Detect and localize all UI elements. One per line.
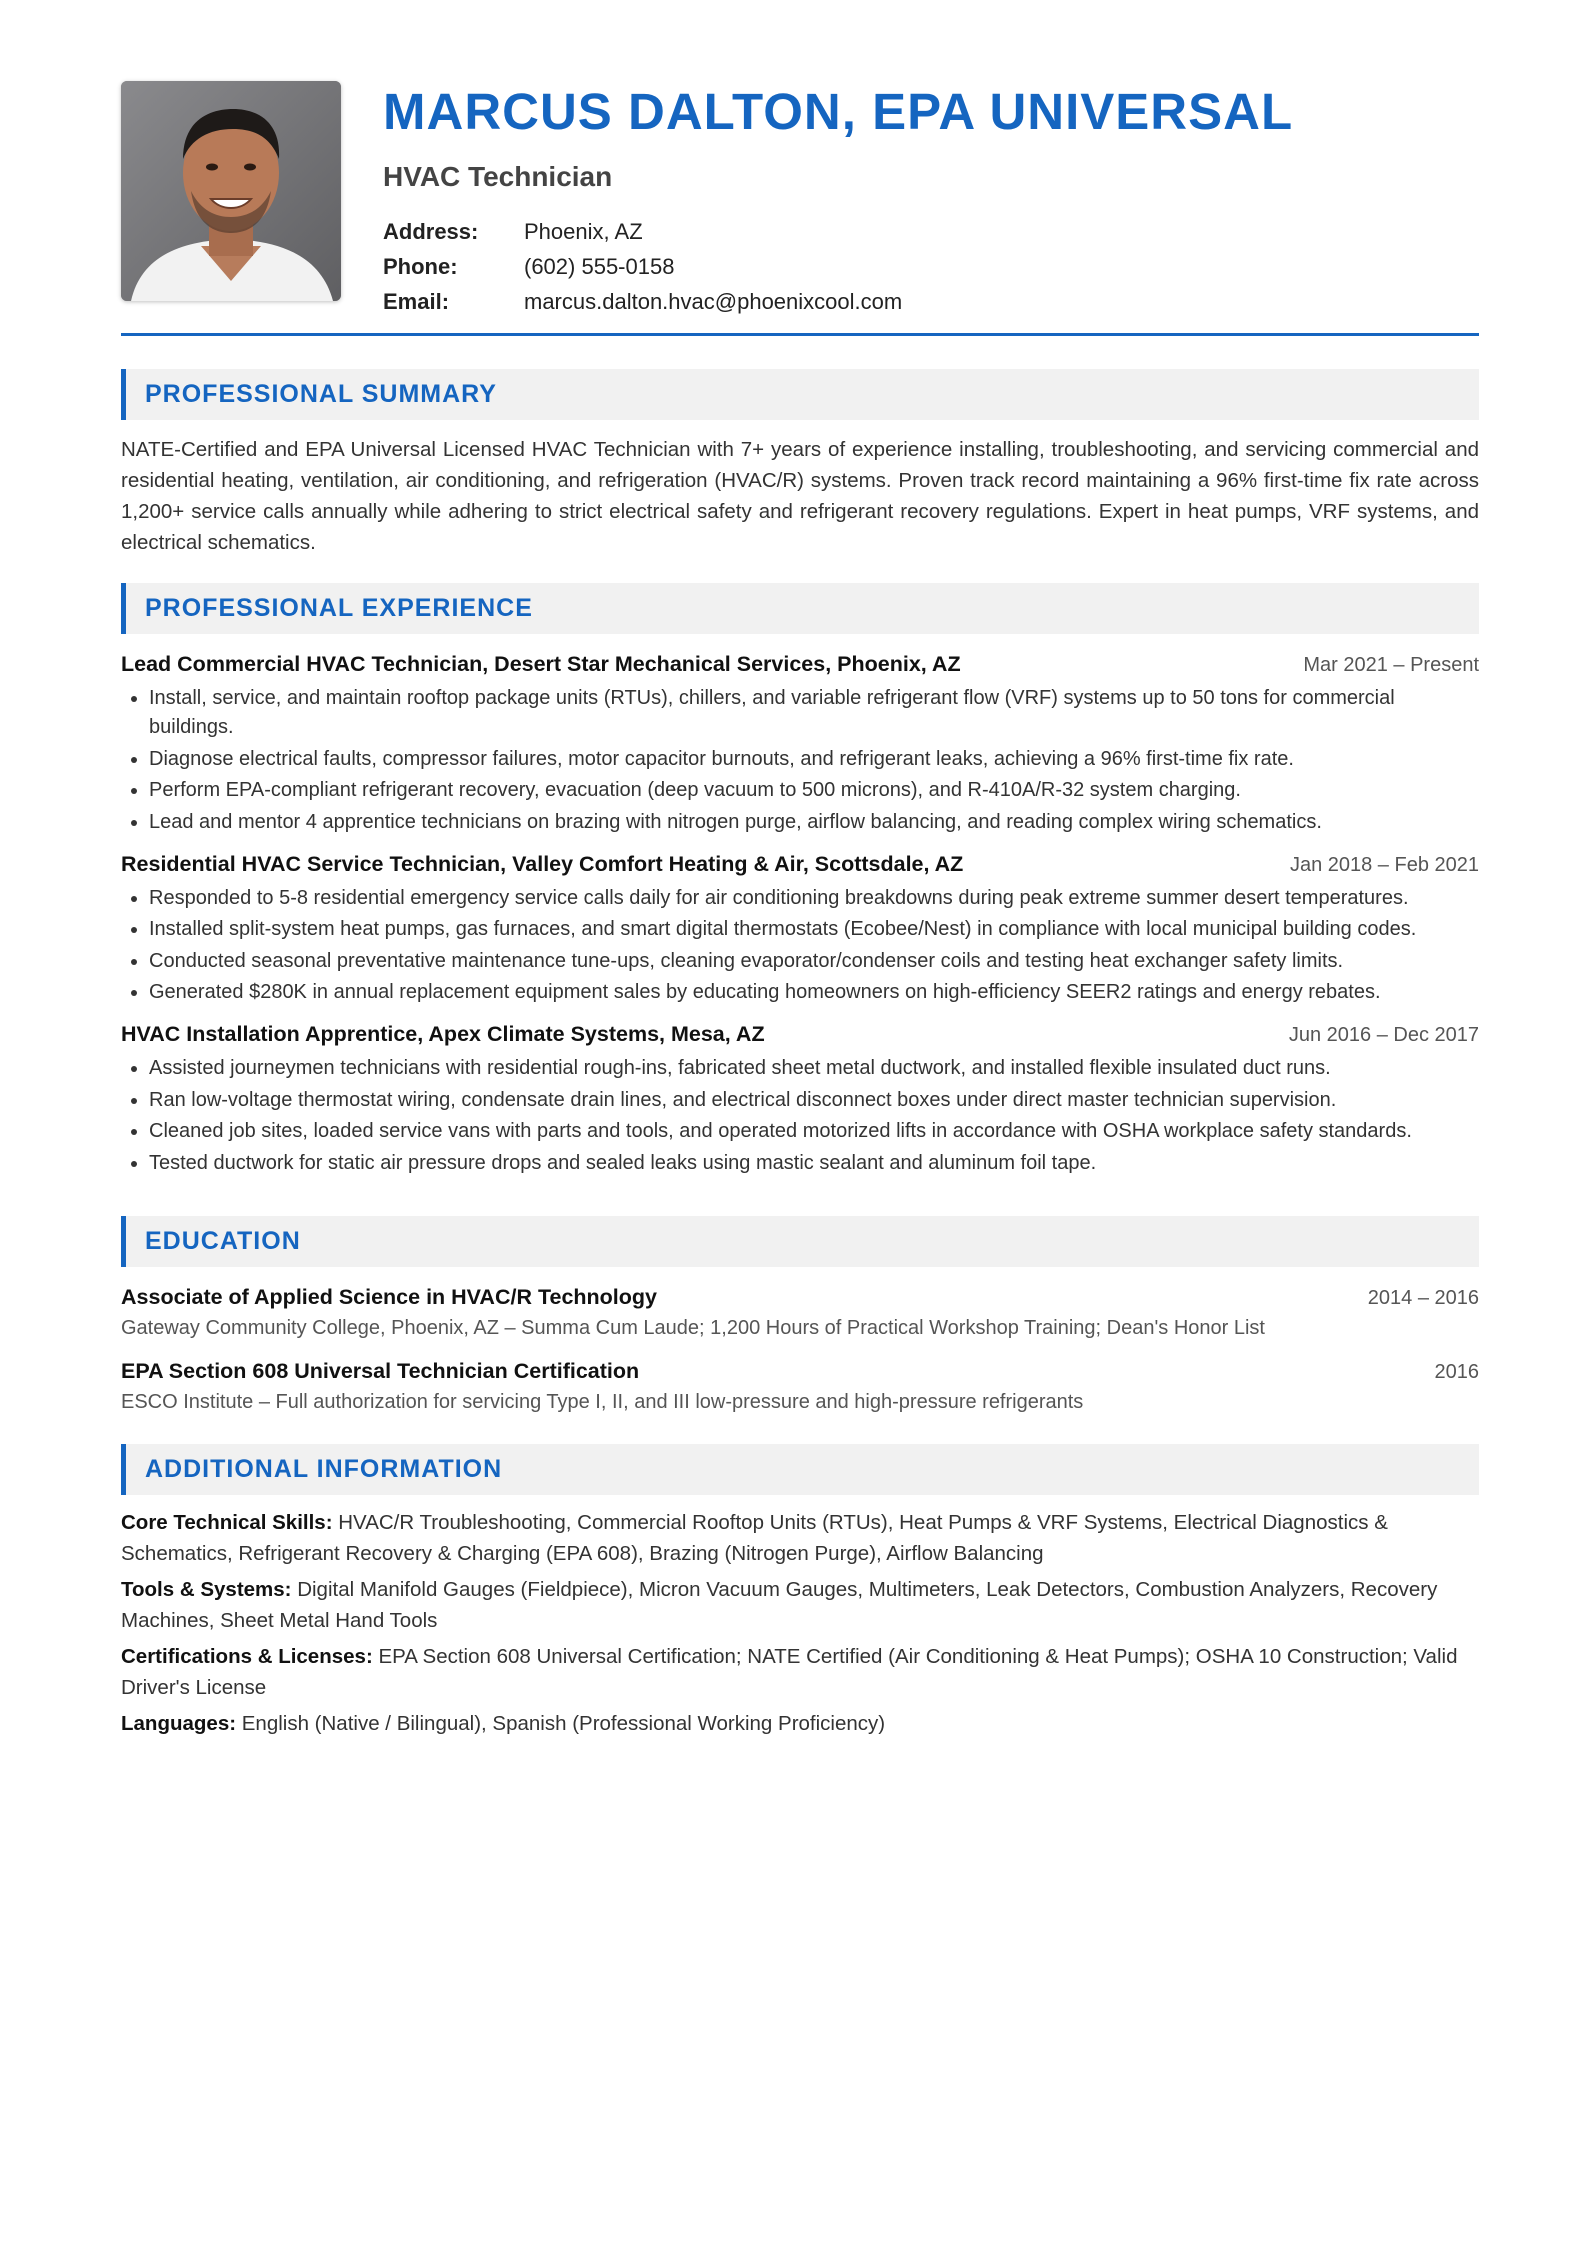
certification-title: EPA Section 608 Universal Technician Certification	[121, 1358, 640, 1383]
job-dates: Jan 2018 – Feb 2021	[1289, 853, 1479, 876]
bullet-item: • Assisted journeymen technicians with residential rough-ins, fabricated sheet metal ductwork, and installed flexible insulated duct runs.	[149, 1054, 1479, 1083]
resume-page	[121, 0, 1479, 1744]
section-heading: ADDITIONAL INFORMATION	[121, 1444, 1479, 1495]
job-bullets	[121, 884, 1479, 1008]
email-value: marcus.dalton.hvac@phoenixcool.com	[524, 289, 903, 314]
job-header	[121, 649, 1479, 681]
header-text	[383, 80, 1293, 319]
section-heading: PROFESSIONAL EXPERIENCE	[121, 583, 1479, 634]
education-header	[121, 1282, 1479, 1314]
bullet-item: • Generated $280K in annual replacement equipment sales by educating homeowners on high-efficiency SEER2 ratings and energy rebates.	[149, 978, 1479, 1007]
bullet-item: • Perform EPA-compliant refrigerant recovery, evacuation (deep vacuum to 500 microns), and R-410A/R-32 system charging.	[149, 776, 1479, 805]
bullet-item: • Installed split-system heat pumps, gas furnaces, and smart digital thermostats (Ecobee/Nest) in compliance with local municipal building codes.	[149, 915, 1479, 944]
bullet-item: • Install, service, and maintain rooftop package units (RTUs), chillers, and variable refrigerant flow (VRF) systems up to 50 tons for commercial buildings.	[149, 684, 1479, 742]
info-languages	[121, 1708, 1479, 1739]
job-position: HVAC Installation Apprentice, Apex Climate Systems, Mesa, AZ	[121, 1022, 765, 1046]
job-entry	[121, 1019, 1479, 1178]
job-header	[121, 1019, 1479, 1051]
contact-email	[383, 284, 1293, 319]
bullet-item: • Conducted seasonal preventative maintenance tune-ups, cleaning evaporator/condenser coils and testing heat exchanger safety limits.	[149, 947, 1479, 976]
summary-text: NATE-Certified and EPA Universal Licensed HVAC Technician with 7+ years of experience installing, troubleshooting, and servicing commercial and residential heating, ventilation, air conditioning, and refrigeration (HVAC/R) systems. Proven track record maintaining a 96% first-time fix rate across 1,200+ service calls annually while adhering to strict electrical safety and refrigerant recovery regulations. Expert in heat pumps, VRF systems, and electrical schematics.	[121, 438, 1479, 554]
info-tools	[121, 1574, 1479, 1636]
contact-block	[383, 214, 1293, 319]
info-value: EPA Section 608 Universal Certification; NATE Certified (Air Conditioning & Heat Pumps); OSHA 10 Construction; Valid Driver's License	[121, 1644, 1458, 1699]
job-title: HVAC Technician	[383, 161, 613, 192]
education-detail: Gateway Community College, Phoenix, AZ – Summa Cum Laude; 1,200 Hours of Practical Workshop Training; Dean's Honor List	[121, 1316, 1265, 1339]
job-entry	[121, 849, 1479, 1008]
phone-value: (602) 555-0158	[524, 254, 675, 279]
info-value: HVAC/R Troubleshooting, Commercial Rooftop Units (RTUs), Heat Pumps & VRF Systems, Electrical Diagnostics & Schematics, Refrigerant Recovery & Charging (EPA 608), Brazing (Nitrogen Purge), Airflow Balancing	[121, 1510, 1388, 1565]
info-label: Certifications & Licenses:	[121, 1644, 373, 1668]
info-label: Core Technical Skills:	[121, 1510, 333, 1534]
job-header	[121, 849, 1479, 881]
profile-photo	[121, 81, 341, 301]
job-dates: Jun 2016 – Dec 2017	[1288, 1024, 1479, 1046]
bullet-item: • Ran low-voltage thermostat wiring, condensate drain lines, and electrical disconnect boxes under direct master technician supervision.	[149, 1086, 1479, 1115]
info-label: Languages:	[121, 1711, 237, 1735]
bullet-item: • Cleaned job sites, loaded service vans with parts and tools, and operated motorized lifts in accordance with OSHA workplace safety standards.	[149, 1117, 1479, 1146]
education-dates: 2014 – 2016	[1367, 1286, 1479, 1309]
info-value: English (Native / Bilingual), Spanish (Professional Working Proficiency)	[241, 1711, 886, 1735]
additional-list	[121, 1507, 1479, 1739]
candidate-name: MARCUS DALTON, EPA UNIVERSAL	[383, 83, 1294, 140]
job-bullets	[121, 684, 1479, 837]
section-heading: EDUCATION	[121, 1216, 1479, 1267]
resume-header	[121, 0, 1479, 336]
contact-address	[383, 214, 1293, 249]
info-skills	[121, 1507, 1479, 1569]
education-header	[121, 1356, 1479, 1388]
contact-phone	[383, 249, 1293, 284]
bullet-item: • Tested ductwork for static air pressure drops and sealed leaks using mastic sealant and aluminum foil tape.	[149, 1149, 1479, 1178]
job-dates: Mar 2021 – Present	[1303, 654, 1479, 676]
contact-label: Email:	[383, 289, 450, 314]
job-entry	[121, 649, 1479, 837]
contact-label: Phone:	[383, 254, 458, 279]
bullet-item: • Diagnose electrical faults, compressor failures, motor capacitor burnouts, and refrigerant leaks, achieving a 96% first-time fix rate.	[149, 745, 1479, 774]
degree-title: Associate of Applied Science in HVAC/R Technology	[121, 1284, 657, 1309]
info-value: Digital Manifold Gauges (Fieldpiece), Micron Vacuum Gauges, Multimeters, Leak Detectors, Combustion Analyzers, Recovery Machines, Sheet Metal Hand Tools	[121, 1577, 1438, 1632]
education-dates: 2016	[1434, 1360, 1479, 1383]
bullet-item: • Responded to 5-8 residential emergency service calls daily for air conditioning breakdowns during peak extreme summer desert temperatures.	[149, 884, 1479, 913]
bullet-item: • Lead and mentor 4 apprentice technicians on brazing with nitrogen purge, airflow balancing, and reading complex wiring schematics.	[149, 808, 1479, 837]
job-position: Residential HVAC Service Technician, Valley Comfort Heating & Air, Scottsdale, AZ	[121, 851, 964, 876]
info-label: Tools & Systems:	[121, 1577, 292, 1601]
section-heading: PROFESSIONAL SUMMARY	[121, 369, 1479, 420]
address-value: Phoenix, AZ	[524, 219, 643, 244]
contact-label: Address:	[383, 219, 479, 244]
info-certifications	[121, 1641, 1479, 1703]
education-detail: ESCO Institute – Full authorization for servicing Type I, II, and III low-pressure and high-pressure refrigerants	[121, 1390, 1084, 1413]
job-position: Lead Commercial HVAC Technician, Desert Star Mechanical Services, Phoenix, AZ	[121, 652, 961, 676]
education-entry	[121, 1356, 1479, 1416]
additional-section	[121, 1444, 1479, 1739]
education-section	[121, 1216, 1479, 1416]
education-entry	[121, 1282, 1479, 1342]
job-bullets	[121, 1054, 1479, 1178]
summary-section	[121, 369, 1479, 558]
experience-section	[121, 583, 1479, 1178]
portrait-image	[121, 81, 341, 301]
